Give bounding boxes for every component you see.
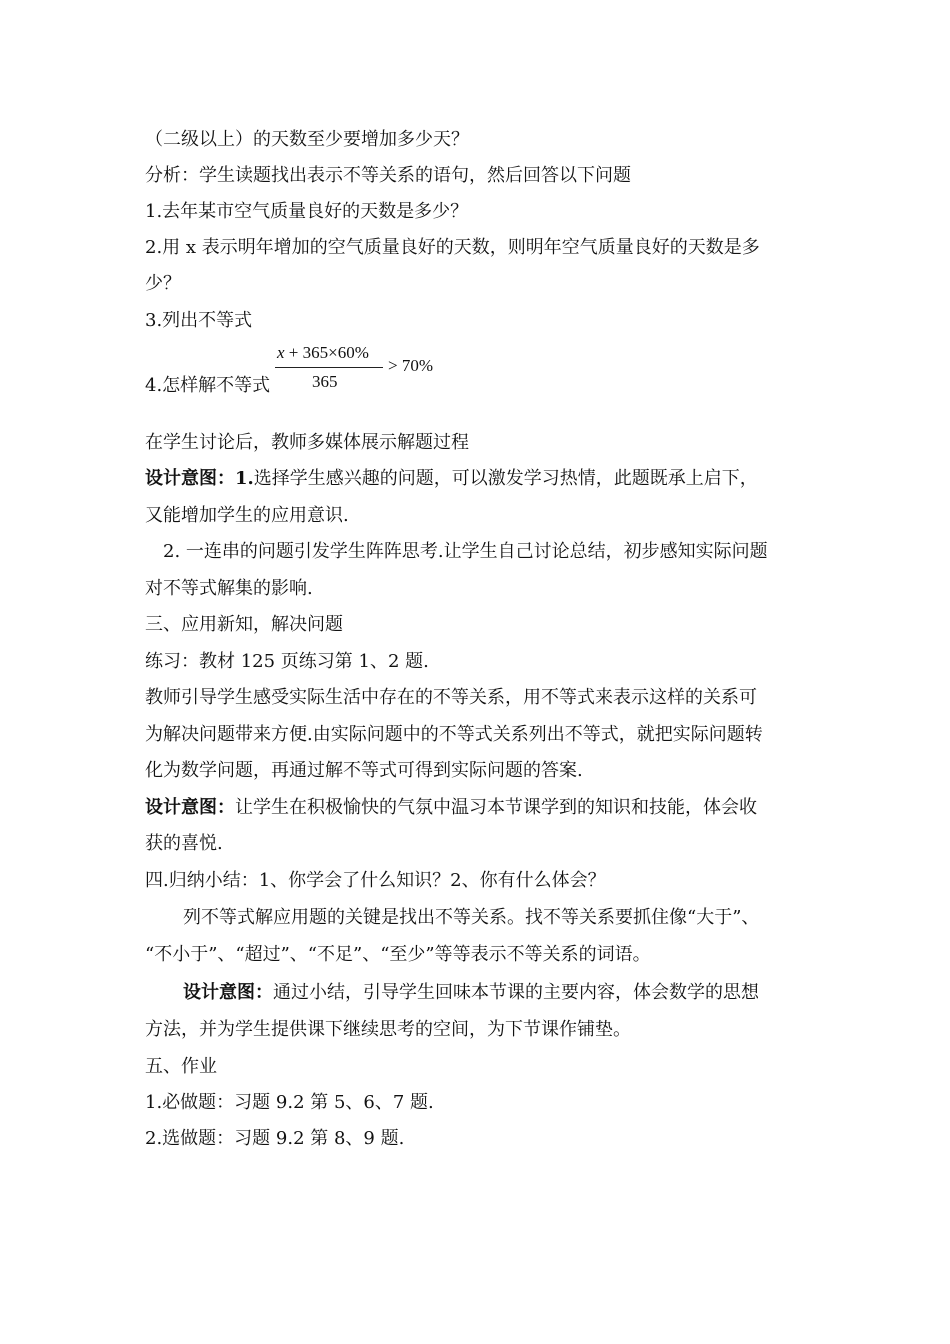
text-line: 3.列出不等式 — [145, 310, 253, 331]
section-heading: 五、作业 — [145, 1056, 217, 1077]
text-line: 化为数学问题，再通过解不等式可得到实际问题的答案. — [145, 760, 583, 781]
text-line: 少？ — [145, 273, 181, 294]
design-intent-label: 设计意图：1. — [145, 468, 254, 489]
text-span: 选择学生感兴趣的问题，可以激发学习热情，此题既承上启下， — [253, 468, 758, 489]
section-heading: 四.归纳小结：1、你学会了什么知识？2、你有什么体会？ — [145, 870, 606, 891]
text-line: 方法，并为学生提供课下继续思考的空间，为下节课作铺垫。 — [145, 1019, 631, 1040]
text-line: 2. 一连串的问题引发学生阵阵思考.让学生自己讨论总结，初步感知实际问题 — [163, 541, 768, 562]
section-heading: 三、应用新知，解决问题 — [145, 614, 343, 635]
design-intent-paragraph — [145, 467, 825, 491]
design-intent-label: 设计意图： — [183, 982, 273, 1003]
design-intent-paragraph — [145, 796, 825, 820]
text-line: 教师引导学生感受实际生活中存在的不等关系，用不等式来表示这样的关系可 — [145, 687, 757, 708]
text-line: 1.必做题：习题 9.2 第 5、6、7 题. — [145, 1092, 434, 1113]
inequality-rhs: > 70% — [388, 356, 433, 375]
text-span: 让学生在积极愉快的气氛中温习本节课学到的知识和技能，体会收 — [235, 797, 757, 818]
fraction — [272, 340, 384, 400]
numerator-text: + 365×60% — [284, 343, 369, 362]
text-line: 分析：学生读题找出表示不等关系的语句，然后回答以下问题 — [145, 165, 631, 186]
fraction-numerator — [277, 342, 369, 364]
text-line: （二级以上）的天数至少要增加多少天？ — [145, 129, 469, 150]
fraction-bar — [275, 367, 383, 368]
text-line: 2.选做题：习题 9.2 第 8、9 题. — [145, 1128, 405, 1149]
text-line: “不小于”、“超过”、“不足”、“至少”等等表示不等关系的词语。 — [145, 944, 651, 965]
text-line: 又能增加学生的应用意识. — [145, 505, 349, 526]
text-line: 2.用 x 表示明年增加的空气质量良好的天数，则明年空气质量良好的天数是多 — [145, 237, 760, 258]
text-line: 列不等式解应用题的关键是找出不等关系。找不等关系要抓住像“大于”、 — [183, 907, 760, 928]
design-intent-paragraph — [183, 981, 863, 1005]
fraction-denominator: 365 — [312, 372, 338, 391]
text-line: 对不等式解集的影响. — [145, 578, 313, 599]
text-span: 通过小结，引导学生回味本节课的主要内容，体会数学的思想 — [273, 982, 759, 1003]
text-line: 在学生讨论后，教师多媒体展示解题过程 — [145, 432, 469, 453]
text-line: 4.怎样解不等式 — [145, 375, 271, 396]
text-line: 练习：教材 125 页练习第 1、2 题. — [145, 651, 429, 672]
inequality-formula — [272, 340, 472, 400]
text-line: 获的喜悦. — [145, 833, 223, 854]
text-line: 为解决问题带来方便.由实际问题中的不等式关系列出不等式，就把实际问题转 — [145, 724, 763, 745]
text-line: 1.去年某市空气质量良好的天数是多少？ — [145, 201, 469, 222]
variable-x: x — [277, 343, 285, 362]
design-intent-label: 设计意图： — [145, 797, 235, 818]
